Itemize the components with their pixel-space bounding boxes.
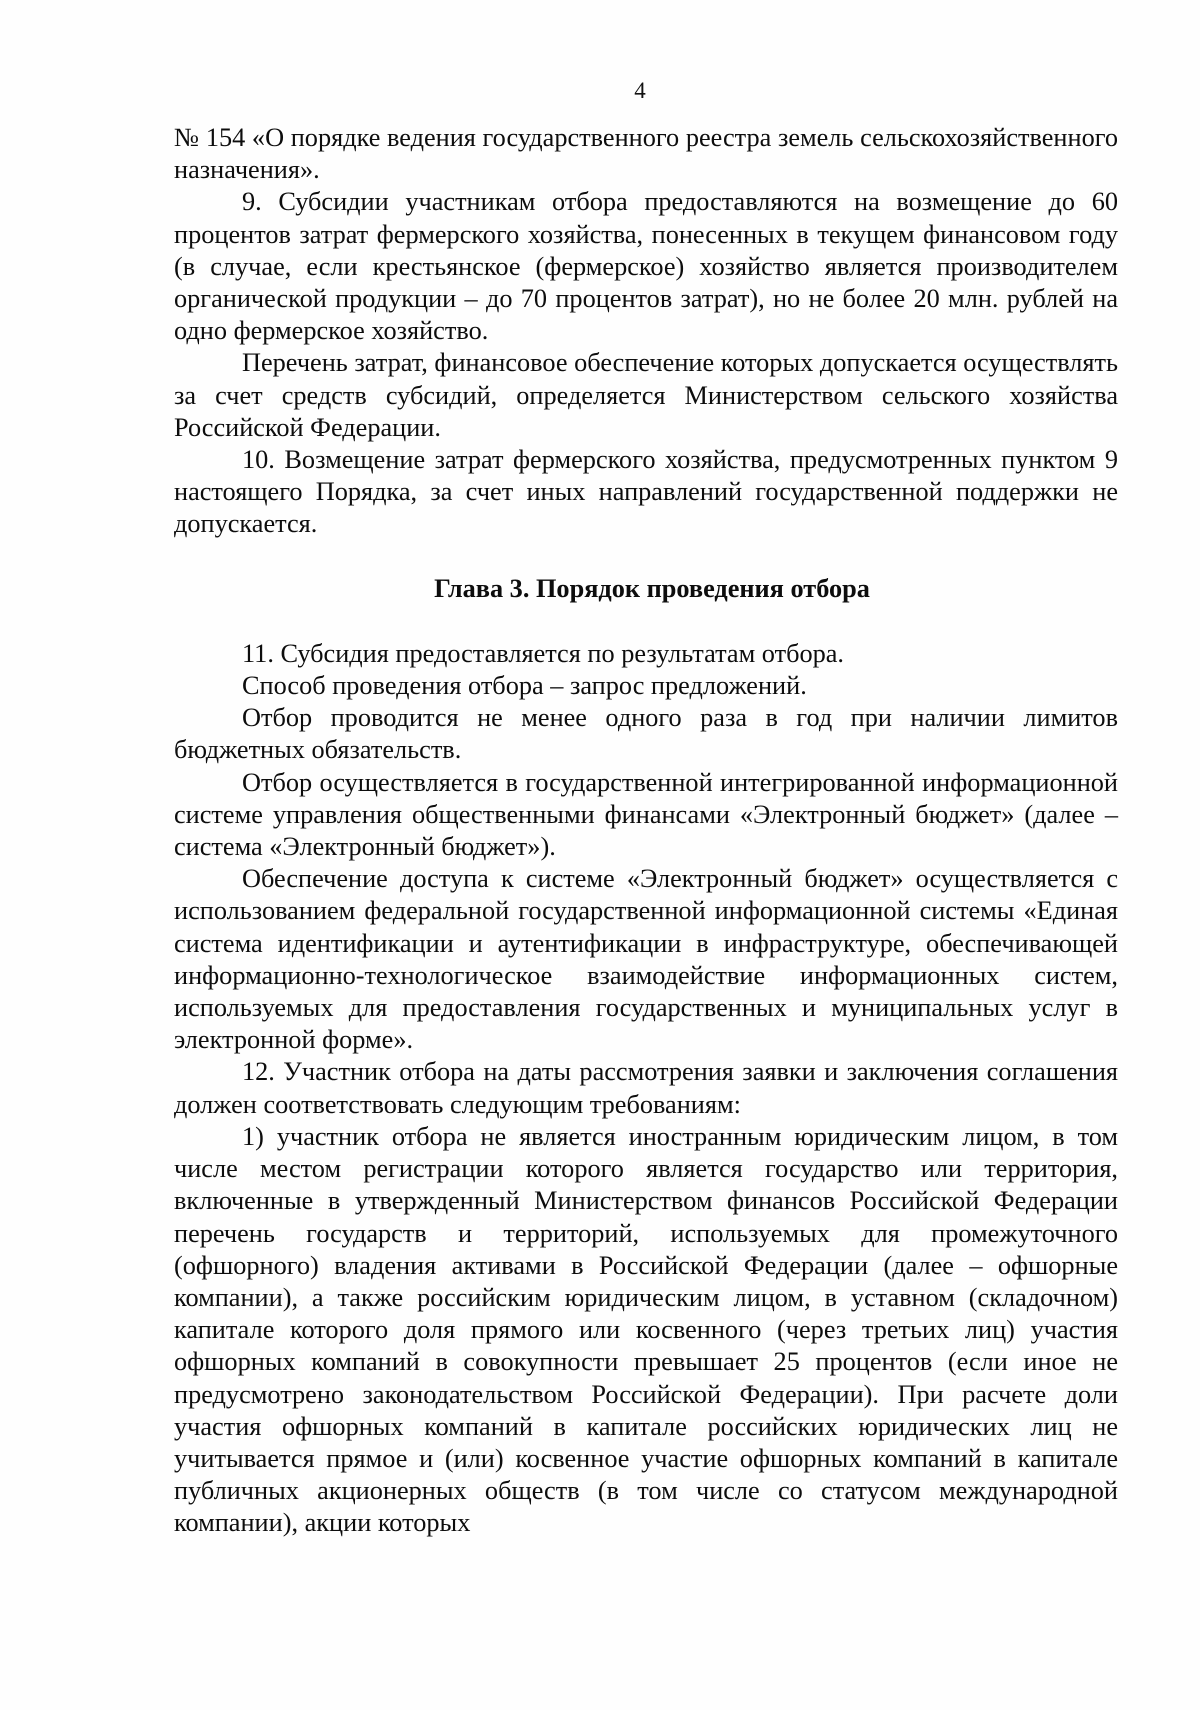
paragraph-12: 12. Участник отбора на даты рассмотрения заявки и заключения соглашения должен соответствовать следующим требованиям: bbox=[174, 1057, 1118, 1119]
paragraph-9-costs: Перечень затрат, финансовое обеспечение которых допускается осуществлять за счет средств субсидий, определяется Министерством сельского хозяйства Российской Федерации. bbox=[174, 348, 1118, 442]
paragraph-11-method: Способ проведения отбора – запрос предложений. bbox=[242, 671, 807, 701]
document-body bbox=[174, 122, 1118, 1540]
paragraph-10: 10. Возмещение затрат фермерского хозяйства, предусмотренных пунктом 9 настоящего Порядка, за счет иных направлений государственной поддержки не допускается. bbox=[174, 445, 1118, 539]
paragraph-11-frequency: Отбор проводится не менее одного раза в год при наличии лимитов бюджетных обязательств. bbox=[174, 703, 1118, 765]
paragraph-9: 9. Субсидии участникам отбора предоставляются на возмещение до 60 процентов затрат фермерского хозяйства, понесенных в текущем финансовом году (в случае, если крестьянское (фермерское) хозяйство является производителем органической продукции – до 70 процентов затрат), но не более 20 млн. рублей на одно фермерское хозяйство. bbox=[174, 187, 1118, 346]
paragraph-11-access: Обеспечение доступа к системе «Электронный бюджет» осуществляется с использованием федеральной государственной информационной системы «Единая система идентификации и аутентификации в инфраструктуре, обеспечивающей информационно-технологическое взаимодействие информационных систем, используемых для предоставления государственных и муниципальных услуг в электронной форме». bbox=[174, 864, 1118, 1055]
paragraph-12-item-1: 1) участник отбора не является иностранным юридическим лицом, в том числе местом регистрации которого является государство или территория, включенные в утвержденный Министерством финансов Российской Федерации перечень государств и территорий, используемых для промежуточного (офшорного) владения активами в Российской Федерации (далее – офшорные компании), а также российским юридическим лицом, в уставном (складочном) капитале которого доля прямого или косвенного (через третьих лиц) участия офшорных компаний в совокупности превышает 25 процентов (если иное не предусмотрено законодательством Российской Федерации). При расчете доли участия офшорных компаний в капитале российских юридических лиц не учитывается прямое и (или) косвенное участие офшорных компаний в капитале публичных акционерных обществ (в том числе со статусом международной компании), акции которых bbox=[174, 1121, 1118, 1538]
paragraph-11-system: Отбор осуществляется в государственной интегрированной информационной системе управления общественными финансами «Электронный бюджет» (далее – система «Электронный бюджет»). bbox=[174, 767, 1118, 862]
page-number: 4 bbox=[634, 78, 646, 103]
paragraph-intro-continuation: № 154 «О порядке ведения государственного реестра земель сельскохозяйственного назначения». bbox=[174, 123, 1118, 185]
chapter-3-heading: Глава 3. Порядок проведения отбора bbox=[434, 573, 870, 603]
paragraph-11: 11. Субсидия предоставляется по результатам отбора. bbox=[242, 638, 845, 668]
